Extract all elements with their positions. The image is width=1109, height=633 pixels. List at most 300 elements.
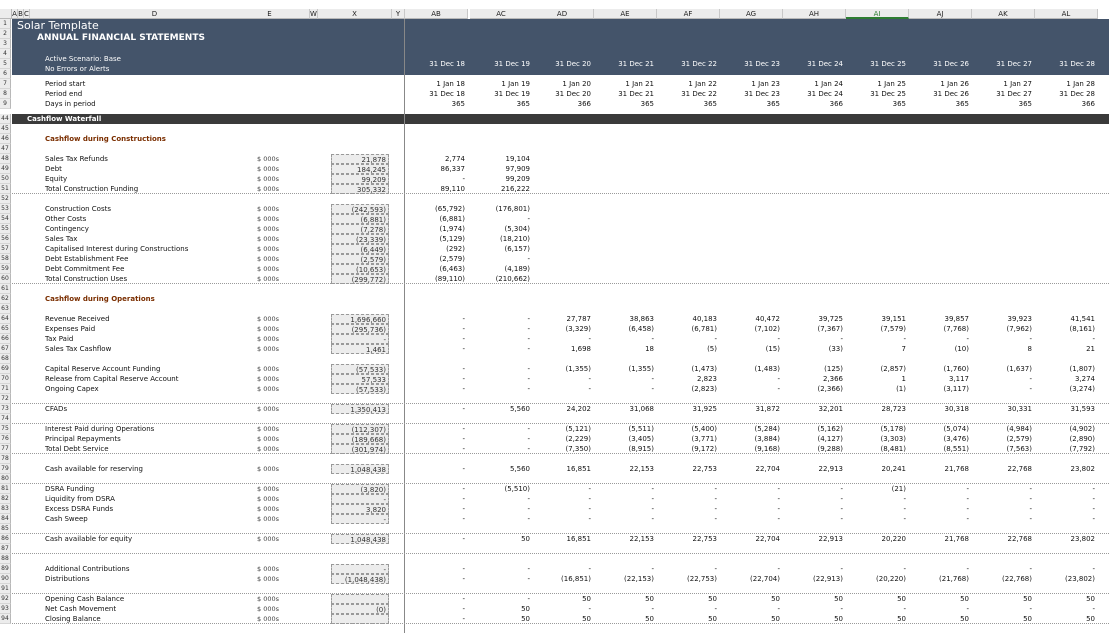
value-cell[interactable]: 50 <box>521 615 530 623</box>
value-cell[interactable]: - <box>903 495 906 503</box>
header-value[interactable]: 31 Dec 23 <box>744 90 780 98</box>
value-cell[interactable]: 5,560 <box>509 465 530 473</box>
value-cell[interactable]: 50 <box>1086 615 1095 623</box>
total-cell[interactable]: (242,593) <box>331 204 389 214</box>
value-cell[interactable]: (2,823) <box>691 385 717 393</box>
value-cell[interactable]: 89,110 <box>440 185 465 193</box>
value-cell[interactable]: (22,704) <box>750 575 780 583</box>
period-date[interactable]: 31 Dec 20 <box>555 60 591 68</box>
value-cell[interactable]: (7,962) <box>1006 325 1032 333</box>
header-value[interactable]: 1 Jan 22 <box>688 80 717 88</box>
total-cell[interactable]: - <box>331 514 389 524</box>
value-cell[interactable]: 41,541 <box>1070 315 1095 323</box>
value-cell[interactable]: - <box>966 505 969 513</box>
row-header-6[interactable]: 6 <box>0 69 11 79</box>
value-cell[interactable]: 8 <box>1027 345 1032 353</box>
row-header-8[interactable]: 8 <box>0 89 11 99</box>
value-cell[interactable]: - <box>777 495 780 503</box>
total-cell[interactable]: 1,048,438 <box>331 534 389 544</box>
value-cell[interactable]: - <box>1029 515 1032 523</box>
value-cell[interactable]: (7,350) <box>565 445 591 453</box>
column-header-E[interactable]: E <box>230 9 310 19</box>
row-header-91[interactable]: 91 <box>0 584 11 594</box>
value-cell[interactable]: 31,872 <box>755 405 780 413</box>
value-cell[interactable]: 1,698 <box>570 345 591 353</box>
value-cell[interactable]: (15) <box>765 345 780 353</box>
value-cell[interactable]: 39,857 <box>944 315 969 323</box>
value-cell[interactable]: - <box>462 375 465 383</box>
column-header-W[interactable]: W <box>310 10 317 18</box>
value-cell[interactable]: - <box>777 605 780 613</box>
value-cell[interactable]: - <box>462 435 465 443</box>
column-header-X[interactable]: X <box>318 9 392 19</box>
value-cell[interactable]: - <box>527 215 530 223</box>
value-cell[interactable]: - <box>527 425 530 433</box>
value-cell[interactable]: (125) <box>824 365 843 373</box>
value-cell[interactable]: - <box>651 385 654 393</box>
value-cell[interactable]: (8,551) <box>943 445 969 453</box>
value-cell[interactable]: - <box>527 565 530 573</box>
value-cell[interactable]: - <box>840 485 843 493</box>
value-cell[interactable]: 30,331 <box>1007 405 1032 413</box>
value-cell[interactable]: (21,768) <box>939 575 969 583</box>
value-cell[interactable]: - <box>462 345 465 353</box>
row-header-64[interactable]: 64 <box>0 314 11 324</box>
value-cell[interactable]: - <box>777 375 780 383</box>
total-cell[interactable]: (3,820) <box>331 484 389 494</box>
header-value[interactable]: 1 Jan 18 <box>436 80 465 88</box>
value-cell[interactable]: 50 <box>834 615 843 623</box>
value-cell[interactable]: 50 <box>960 615 969 623</box>
value-cell[interactable]: 50 <box>1086 595 1095 603</box>
row-header-49[interactable]: 49 <box>0 164 11 174</box>
value-cell[interactable]: 5,560 <box>509 405 530 413</box>
value-cell[interactable]: - <box>1029 485 1032 493</box>
value-cell[interactable]: 30,318 <box>944 405 969 413</box>
value-cell[interactable]: (89,110) <box>435 275 465 283</box>
value-cell[interactable]: - <box>527 505 530 513</box>
total-cell[interactable]: (2,579) <box>331 254 389 264</box>
value-cell[interactable]: (5,284) <box>754 425 780 433</box>
value-cell[interactable]: 50 <box>582 595 591 603</box>
value-cell[interactable]: (2,229) <box>565 435 591 443</box>
value-cell[interactable]: (4,902) <box>1069 425 1095 433</box>
value-cell[interactable]: - <box>1092 485 1095 493</box>
value-cell[interactable]: (7,579) <box>880 325 906 333</box>
row-header-47[interactable]: 47 <box>0 144 11 154</box>
value-cell[interactable]: (1,637) <box>1006 365 1032 373</box>
value-cell[interactable]: - <box>462 535 465 543</box>
value-cell[interactable]: - <box>651 485 654 493</box>
column-header-C[interactable]: C <box>24 10 29 18</box>
value-cell[interactable]: (3,405) <box>628 435 654 443</box>
value-cell[interactable]: 22,753 <box>692 465 717 473</box>
total-cell[interactable]: (7,278) <box>331 224 389 234</box>
header-value[interactable]: 31 Dec 18 <box>429 90 465 98</box>
value-cell[interactable]: - <box>462 335 465 343</box>
value-cell[interactable]: - <box>1029 375 1032 383</box>
value-cell[interactable]: (10) <box>954 345 969 353</box>
value-cell[interactable]: (22,913) <box>813 575 843 583</box>
value-cell[interactable]: 50 <box>897 595 906 603</box>
value-cell[interactable]: - <box>840 605 843 613</box>
value-cell[interactable]: 40,472 <box>755 315 780 323</box>
row-header-84[interactable]: 84 <box>0 514 11 524</box>
header-value[interactable]: 1 Jan 21 <box>625 80 654 88</box>
value-cell[interactable]: (6,463) <box>439 265 465 273</box>
value-cell[interactable]: - <box>1029 495 1032 503</box>
value-cell[interactable]: 7 <box>901 345 906 353</box>
row-header-71[interactable]: 71 <box>0 384 11 394</box>
column-header-D[interactable]: D <box>30 9 280 19</box>
total-cell[interactable] <box>331 594 389 604</box>
total-cell[interactable]: (23,339) <box>331 234 389 244</box>
row-header-55[interactable]: 55 <box>0 224 11 234</box>
value-cell[interactable]: 23,802 <box>1070 535 1095 543</box>
value-cell[interactable]: 50 <box>960 595 969 603</box>
value-cell[interactable]: (5,304) <box>504 225 530 233</box>
period-date[interactable]: 31 Dec 18 <box>429 60 465 68</box>
value-cell[interactable]: 16,851 <box>566 465 591 473</box>
value-cell[interactable]: - <box>1092 495 1095 503</box>
value-cell[interactable]: - <box>714 495 717 503</box>
column-header-B[interactable]: B <box>18 10 23 18</box>
value-cell[interactable]: - <box>1029 505 1032 513</box>
value-cell[interactable]: 18 <box>645 345 654 353</box>
row-header-51[interactable]: 51 <box>0 184 11 194</box>
row-header-92[interactable]: 92 <box>0 594 11 604</box>
header-value[interactable]: 31 Dec 24 <box>807 90 843 98</box>
row-header-52[interactable]: 52 <box>0 194 11 204</box>
value-cell[interactable]: - <box>588 495 591 503</box>
value-cell[interactable]: - <box>462 445 465 453</box>
value-cell[interactable]: - <box>903 565 906 573</box>
header-value[interactable]: 31 Dec 22 <box>681 90 717 98</box>
value-cell[interactable]: - <box>903 505 906 513</box>
header-value[interactable]: 1 Jan 27 <box>1003 80 1032 88</box>
column-header-A[interactable]: A <box>12 10 17 18</box>
row-header-86[interactable]: 86 <box>0 534 11 544</box>
value-cell[interactable]: 22,768 <box>1007 535 1032 543</box>
value-cell[interactable]: - <box>714 485 717 493</box>
value-cell[interactable]: - <box>1092 515 1095 523</box>
value-cell[interactable]: (292) <box>446 245 465 253</box>
value-cell[interactable]: - <box>651 605 654 613</box>
header-value[interactable]: 1 Jan 23 <box>751 80 780 88</box>
total-cell[interactable]: (189,668) <box>331 434 389 444</box>
total-cell[interactable]: (57,533) <box>331 384 389 394</box>
value-cell[interactable]: - <box>651 495 654 503</box>
header-value[interactable]: 365 <box>766 100 780 108</box>
row-header-60[interactable]: 60 <box>0 274 11 284</box>
value-cell[interactable]: (7,768) <box>943 325 969 333</box>
value-cell[interactable]: 16,851 <box>566 535 591 543</box>
row-header-68[interactable]: 68 <box>0 354 11 364</box>
total-cell[interactable]: (6,881) <box>331 214 389 224</box>
value-cell[interactable]: 24,202 <box>566 405 591 413</box>
value-cell[interactable]: 20,241 <box>881 465 906 473</box>
value-cell[interactable]: (4,984) <box>1006 425 1032 433</box>
value-cell[interactable]: (4,189) <box>504 265 530 273</box>
value-cell[interactable]: - <box>714 335 717 343</box>
value-cell[interactable]: (1,355) <box>628 365 654 373</box>
value-cell[interactable]: - <box>840 335 843 343</box>
total-cell[interactable]: (112,307) <box>331 424 389 434</box>
value-cell[interactable]: - <box>527 385 530 393</box>
row-header-75[interactable]: 75 <box>0 424 11 434</box>
value-cell[interactable]: 3,274 <box>1074 375 1095 383</box>
value-cell[interactable]: - <box>651 505 654 513</box>
header-value[interactable]: 1 Jan 28 <box>1066 80 1095 88</box>
row-header-7[interactable]: 7 <box>0 79 11 89</box>
value-cell[interactable]: (3,884) <box>754 435 780 443</box>
value-cell[interactable]: 3,117 <box>948 375 969 383</box>
value-cell[interactable]: (5,162) <box>817 425 843 433</box>
value-cell[interactable]: - <box>840 565 843 573</box>
row-header-85[interactable]: 85 <box>0 524 11 534</box>
value-cell[interactable]: - <box>651 565 654 573</box>
value-cell[interactable]: 22,768 <box>1007 465 1032 473</box>
column-header-AG[interactable]: AG <box>720 9 783 19</box>
row-header-70[interactable]: 70 <box>0 374 11 384</box>
value-cell[interactable]: (8,915) <box>628 445 654 453</box>
value-cell[interactable]: (5) <box>707 345 717 353</box>
value-cell[interactable]: - <box>527 575 530 583</box>
value-cell[interactable]: - <box>527 595 530 603</box>
value-cell[interactable]: (33) <box>828 345 843 353</box>
value-cell[interactable]: (1,355) <box>565 365 591 373</box>
row-header-72[interactable]: 72 <box>0 394 11 404</box>
value-cell[interactable]: - <box>462 505 465 513</box>
value-cell[interactable]: (2,579) <box>439 255 465 263</box>
value-cell[interactable]: - <box>588 515 591 523</box>
value-cell[interactable]: - <box>527 335 530 343</box>
value-cell[interactable]: - <box>777 335 780 343</box>
header-value[interactable]: 31 Dec 21 <box>618 90 654 98</box>
value-cell[interactable]: - <box>840 495 843 503</box>
total-cell[interactable]: (301,974) <box>331 444 389 454</box>
value-cell[interactable]: (23,802) <box>1065 575 1095 583</box>
value-cell[interactable]: (16,851) <box>561 575 591 583</box>
value-cell[interactable]: (1) <box>896 385 906 393</box>
value-cell[interactable]: - <box>527 445 530 453</box>
row-header-67[interactable]: 67 <box>0 344 11 354</box>
value-cell[interactable]: 50 <box>521 605 530 613</box>
value-cell[interactable]: (7,563) <box>1006 445 1032 453</box>
total-cell[interactable]: 3,820 <box>331 504 389 514</box>
value-cell[interactable]: 22,153 <box>629 535 654 543</box>
value-cell[interactable]: 32,201 <box>818 405 843 413</box>
row-header-66[interactable]: 66 <box>0 334 11 344</box>
value-cell[interactable]: - <box>1092 605 1095 613</box>
value-cell[interactable]: (6,881) <box>439 215 465 223</box>
total-cell[interactable]: 57,533 <box>331 374 389 384</box>
value-cell[interactable]: 50 <box>1023 595 1032 603</box>
value-cell[interactable]: - <box>777 485 780 493</box>
column-header-AH[interactable]: AH <box>783 9 846 19</box>
row-header-87[interactable]: 87 <box>0 544 11 554</box>
value-cell[interactable]: (8,161) <box>1069 325 1095 333</box>
value-cell[interactable]: 2,823 <box>696 375 717 383</box>
value-cell[interactable]: 50 <box>1023 615 1032 623</box>
row-header-90[interactable]: 90 <box>0 574 11 584</box>
value-cell[interactable]: - <box>462 495 465 503</box>
row-header-48[interactable]: 48 <box>0 154 11 164</box>
value-cell[interactable]: - <box>462 575 465 583</box>
row-header-54[interactable]: 54 <box>0 214 11 224</box>
value-cell[interactable]: - <box>903 605 906 613</box>
value-cell[interactable]: 22,753 <box>692 535 717 543</box>
column-header-AI[interactable]: AI <box>846 9 909 19</box>
row-header-83[interactable]: 83 <box>0 504 11 514</box>
value-cell[interactable]: - <box>462 425 465 433</box>
value-cell[interactable]: (9,172) <box>691 445 717 453</box>
value-cell[interactable]: 50 <box>897 615 906 623</box>
value-cell[interactable]: (5,510) <box>504 485 530 493</box>
value-cell[interactable]: (22,153) <box>624 575 654 583</box>
total-cell[interactable]: (295,736) <box>331 324 389 334</box>
total-cell[interactable]: 99,209 <box>331 174 389 184</box>
row-header-78[interactable]: 78 <box>0 454 11 464</box>
value-cell[interactable]: - <box>462 315 465 323</box>
value-cell[interactable]: 19,104 <box>505 155 530 163</box>
value-cell[interactable]: 22,913 <box>818 535 843 543</box>
value-cell[interactable]: (9,288) <box>817 445 843 453</box>
period-date[interactable]: 31 Dec 22 <box>681 60 717 68</box>
row-header-89[interactable]: 89 <box>0 564 11 574</box>
value-cell[interactable]: (6,157) <box>504 245 530 253</box>
header-value[interactable]: 365 <box>703 100 717 108</box>
header-value[interactable]: 365 <box>451 100 465 108</box>
value-cell[interactable]: - <box>527 325 530 333</box>
select-all-corner[interactable] <box>0 9 12 19</box>
row-header-2[interactable]: 2 <box>0 29 11 39</box>
value-cell[interactable]: - <box>588 565 591 573</box>
header-value[interactable]: 366 <box>829 100 843 108</box>
period-date[interactable]: 31 Dec 25 <box>870 60 906 68</box>
value-cell[interactable]: - <box>588 505 591 513</box>
row-header-88[interactable]: 88 <box>0 554 11 564</box>
row-header-69[interactable]: 69 <box>0 364 11 374</box>
value-cell[interactable]: (7,367) <box>817 325 843 333</box>
value-cell[interactable]: 50 <box>771 615 780 623</box>
header-value[interactable]: 365 <box>955 100 969 108</box>
value-cell[interactable]: - <box>966 605 969 613</box>
value-cell[interactable]: (22,768) <box>1002 575 1032 583</box>
value-cell[interactable]: 216,222 <box>501 185 530 193</box>
value-cell[interactable]: - <box>651 335 654 343</box>
value-cell[interactable]: (5,121) <box>565 425 591 433</box>
value-cell[interactable]: (3,117) <box>943 385 969 393</box>
header-value[interactable]: 31 Dec 27 <box>996 90 1032 98</box>
value-cell[interactable]: (3,274) <box>1069 385 1095 393</box>
total-cell[interactable]: 1,350,413 <box>331 404 389 414</box>
header-value[interactable]: 31 Dec 20 <box>555 90 591 98</box>
value-cell[interactable]: - <box>966 565 969 573</box>
period-date[interactable]: 31 Dec 26 <box>933 60 969 68</box>
header-value[interactable]: 365 <box>892 100 906 108</box>
header-value[interactable]: 1 Jan 19 <box>501 80 530 88</box>
value-cell[interactable]: (3,771) <box>691 435 717 443</box>
value-cell[interactable]: - <box>1092 565 1095 573</box>
row-header-74[interactable]: 74 <box>0 414 11 424</box>
value-cell[interactable]: - <box>777 385 780 393</box>
value-cell[interactable]: (2,890) <box>1069 435 1095 443</box>
value-cell[interactable]: - <box>527 365 530 373</box>
total-cell[interactable]: 1,461 <box>331 344 389 354</box>
value-cell[interactable]: 2,774 <box>444 155 465 163</box>
header-value[interactable]: 31 Dec 25 <box>870 90 906 98</box>
header-value[interactable]: 365 <box>516 100 530 108</box>
value-cell[interactable]: 22,153 <box>629 465 654 473</box>
value-cell[interactable]: 23,802 <box>1070 465 1095 473</box>
value-cell[interactable]: - <box>527 515 530 523</box>
value-cell[interactable]: 27,787 <box>566 315 591 323</box>
value-cell[interactable]: (5,400) <box>691 425 717 433</box>
value-cell[interactable]: - <box>588 375 591 383</box>
value-cell[interactable]: - <box>462 465 465 473</box>
value-cell[interactable]: - <box>714 565 717 573</box>
value-cell[interactable]: 22,913 <box>818 465 843 473</box>
value-cell[interactable]: 21,768 <box>944 465 969 473</box>
row-header-56[interactable]: 56 <box>0 234 11 244</box>
value-cell[interactable]: - <box>462 515 465 523</box>
value-cell[interactable]: - <box>462 615 465 623</box>
value-cell[interactable]: - <box>966 495 969 503</box>
value-cell[interactable]: (21) <box>891 485 906 493</box>
value-cell[interactable]: 97,909 <box>505 165 530 173</box>
value-cell[interactable]: - <box>840 515 843 523</box>
value-cell[interactable]: - <box>651 375 654 383</box>
value-cell[interactable]: 39,923 <box>1007 315 1032 323</box>
value-cell[interactable]: - <box>462 485 465 493</box>
value-cell[interactable]: - <box>777 505 780 513</box>
value-cell[interactable]: 50 <box>521 535 530 543</box>
value-cell[interactable]: (9,168) <box>754 445 780 453</box>
value-cell[interactable]: (2,857) <box>880 365 906 373</box>
row-header-73[interactable]: 73 <box>0 404 11 414</box>
value-cell[interactable]: - <box>462 365 465 373</box>
value-cell[interactable]: - <box>903 335 906 343</box>
row-header-50[interactable]: 50 <box>0 174 11 184</box>
total-cell[interactable]: - <box>331 334 389 344</box>
value-cell[interactable]: - <box>714 515 717 523</box>
row-header-63[interactable]: 63 <box>0 304 11 314</box>
total-cell[interactable]: 1,696,660 <box>331 314 389 324</box>
total-cell[interactable]: 184,245 <box>331 164 389 174</box>
value-cell[interactable]: - <box>462 405 465 413</box>
value-cell[interactable]: - <box>462 605 465 613</box>
row-header-9[interactable]: 9 <box>0 99 11 109</box>
row-header-93[interactable]: 93 <box>0 604 11 614</box>
value-cell[interactable]: - <box>840 505 843 513</box>
value-cell[interactable]: (65,792) <box>435 205 465 213</box>
header-value[interactable]: 365 <box>1018 100 1032 108</box>
row-header-53[interactable]: 53 <box>0 204 11 214</box>
column-header-AL[interactable]: AL <box>1035 9 1098 19</box>
total-cell[interactable]: (0) <box>331 604 389 614</box>
period-date[interactable]: 31 Dec 21 <box>618 60 654 68</box>
row-header-80[interactable]: 80 <box>0 474 11 484</box>
value-cell[interactable]: (20,220) <box>876 575 906 583</box>
value-cell[interactable]: 50 <box>645 595 654 603</box>
value-cell[interactable]: - <box>903 515 906 523</box>
value-cell[interactable]: (6,458) <box>628 325 654 333</box>
value-cell[interactable]: 86,337 <box>440 165 465 173</box>
row-header-94[interactable]: 94 <box>0 614 11 624</box>
total-cell[interactable]: (57,533) <box>331 364 389 374</box>
value-cell[interactable]: 50 <box>582 615 591 623</box>
